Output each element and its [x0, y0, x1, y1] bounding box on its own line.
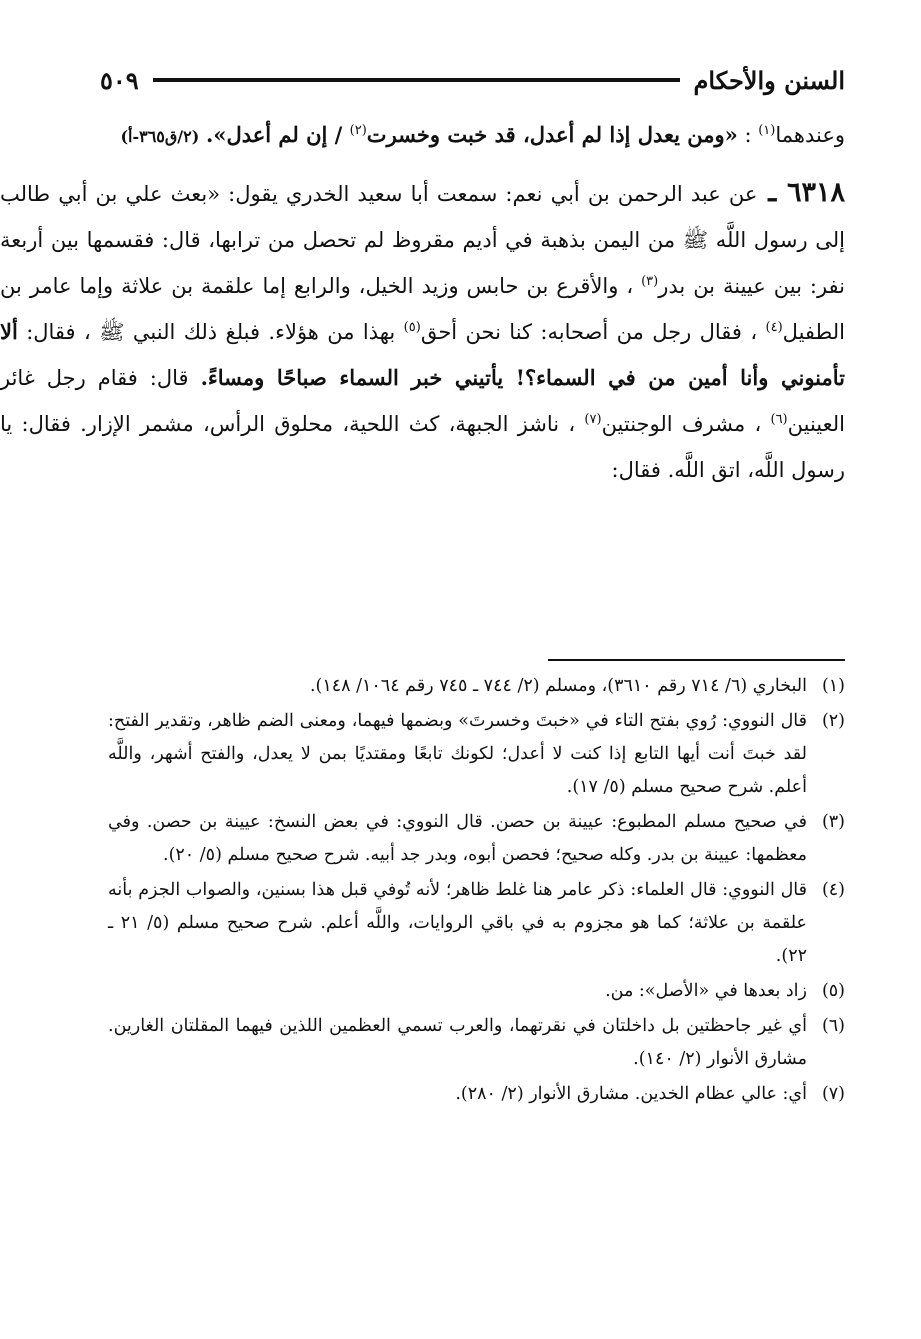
hadith-number: ٦٣١٨ [786, 177, 845, 208]
footnote-text: قال النووي: رُوي بفتح التاء في «خبتَ وخسرتَ» وبضمها فيهما، ومعنى الضم ظاهر، وتقدير الفتح: لقد خبتَ أنت أيها التابع إذا كنت لا أعدل؛ لكونك تابعًا ومقتديًا بمن لا يعدل، والفتح أشهر، واللَّه أعلم. شرح صحيح مسلم (٥/ ١٧). [108, 711, 807, 797]
footnote-mark: (٣) [821, 812, 845, 832]
hadith-text-1: عن عبد الرحمن بن أبي نعم: سمعت أبا سعيد الخدري يقول: «بعث علي بن أبي طالب إلى رسول اللَّه ﷺ من اليمن بذهبة في أديم مقروظ لم تحصل من ترابها، قال: فقسمها بين أربعة نفر: بين عيينة بن بدر [0, 182, 846, 298]
footnote-ref-6: (٦) [770, 412, 788, 427]
footnote-item [108, 1078, 845, 1111]
manuscript-folio-ref: (٢/ق٣٦٥-أ) [120, 127, 200, 146]
footnote-mark: (٥) [821, 981, 845, 1001]
footnote-mark: (٦) [821, 1016, 845, 1036]
hadith-paragraph [0, 170, 845, 493]
hadith-text-2: ، والأقرع بن حابس وزيد الخيل، والرابع إما علقمة بن علاثة وإما عامر بن الطفيل [0, 274, 845, 344]
footnote-item [108, 670, 845, 703]
hadith-bold-quote: ألا تأمنوني وأنا أمين من في السماء؟! يأتيني خبر السماء صباحًا ومساءً. [0, 319, 845, 390]
page-number: ٥٠٩ [100, 65, 139, 95]
footnotes-section [108, 670, 845, 1113]
hadith-text-3: ، فقال رجل من أصحابه: كنا نحن أحق [420, 320, 766, 344]
manuscript-slash: / [327, 122, 350, 147]
footnote-text: في صحيح مسلم المطبوع: عيينة بن حصن. قال النووي: في بعض النسخ: عيينة بن حصن. وفي معظمها: عيينة بن بدر. وكله صحيح؛ فحصن أبوه، وبدر جد أبيه. شرح صحيح مسلم (٥/ ٢٠). [108, 812, 807, 865]
footnote-text: قال النووي: قال العلماء: ذكر عامر هنا غلط ظاهر؛ لأنه تُوفي قبل هذا بسنين، والصواب الجزم بأنه علقمة بن علاثة؛ كما هو مجزوم به في باقي الروايات، واللَّه أعلم. شرح صحيح مسلم (٥/ ٢١ ـ ٢٢). [108, 880, 807, 966]
intro-lead: وعندهما [775, 123, 845, 147]
main-text [0, 112, 845, 493]
footnote-mark: (٢) [821, 711, 845, 731]
footnote-ref-5: (٥) [403, 320, 421, 335]
footnote-ref-1: (١) [758, 123, 776, 138]
footnote-separator [548, 659, 845, 661]
footnote-mark: (٤) [821, 880, 845, 900]
intro-paragraph [0, 112, 845, 160]
footnote-text: أي غير جاحظتين بل داخلتان في نقرتهما، والعرب تسمي العظمين اللذين فيهما المقلتان الغارين. مشارق الأنوار (٢/ ١٤٠). [108, 1016, 807, 1069]
running-header [100, 62, 845, 98]
footnote-item [108, 1010, 845, 1076]
footnote-ref-3: (٣) [641, 274, 659, 289]
hadith-text-7: ، ناشز الجبهة، كث اللحية، محلوق الرأس، مشمر الإزار. فقال: يا رسول اللَّه، اتق اللَّه. فقال: [0, 412, 845, 482]
running-title: السنن والأحكام [693, 65, 845, 95]
footnote-item [108, 975, 845, 1008]
footnote-ref-4: (٤) [765, 320, 783, 335]
footnote-item [108, 874, 845, 973]
hadith-text-5: قال: فقام رجل غائر العينين [0, 366, 845, 436]
intro-quote-b: إن لم أعدل». [206, 122, 328, 147]
footnote-mark: (٧) [821, 1084, 845, 1104]
intro-colon: : [737, 123, 759, 147]
hadith-dash: ـ [757, 177, 787, 208]
footnote-text: أي: عالي عظام الخدين. مشارق الأنوار (٢/ ٢٨٠). [455, 1084, 807, 1104]
footnote-item [108, 705, 845, 804]
intro-quote-a: «ومن يعدل إذا لم أعدل، قد خبت وخسرت [366, 122, 738, 147]
hadith-text-4: بهذا من هؤلاء. فبلغ ذلك النبي ﷺ ، فقال: [17, 320, 404, 344]
footnote-ref-7: (٧) [584, 412, 602, 427]
header-rule [153, 78, 680, 82]
footnote-item [108, 806, 845, 872]
footnote-ref-2: (٢) [349, 123, 367, 138]
footnote-mark: (١) [821, 676, 845, 696]
footnote-text: البخاري (٦/ ٧١٤ رقم ٣٦١٠)، ومسلم (٢/ ٧٤٤ ـ ٧٤٥ رقم ١٠٦٤/ ١٤٨). [309, 676, 807, 696]
hadith-text-6: ، مشرف الوجنتين [601, 412, 771, 436]
footnote-text: زاد بعدها في «الأصل»: من. [605, 981, 807, 1001]
